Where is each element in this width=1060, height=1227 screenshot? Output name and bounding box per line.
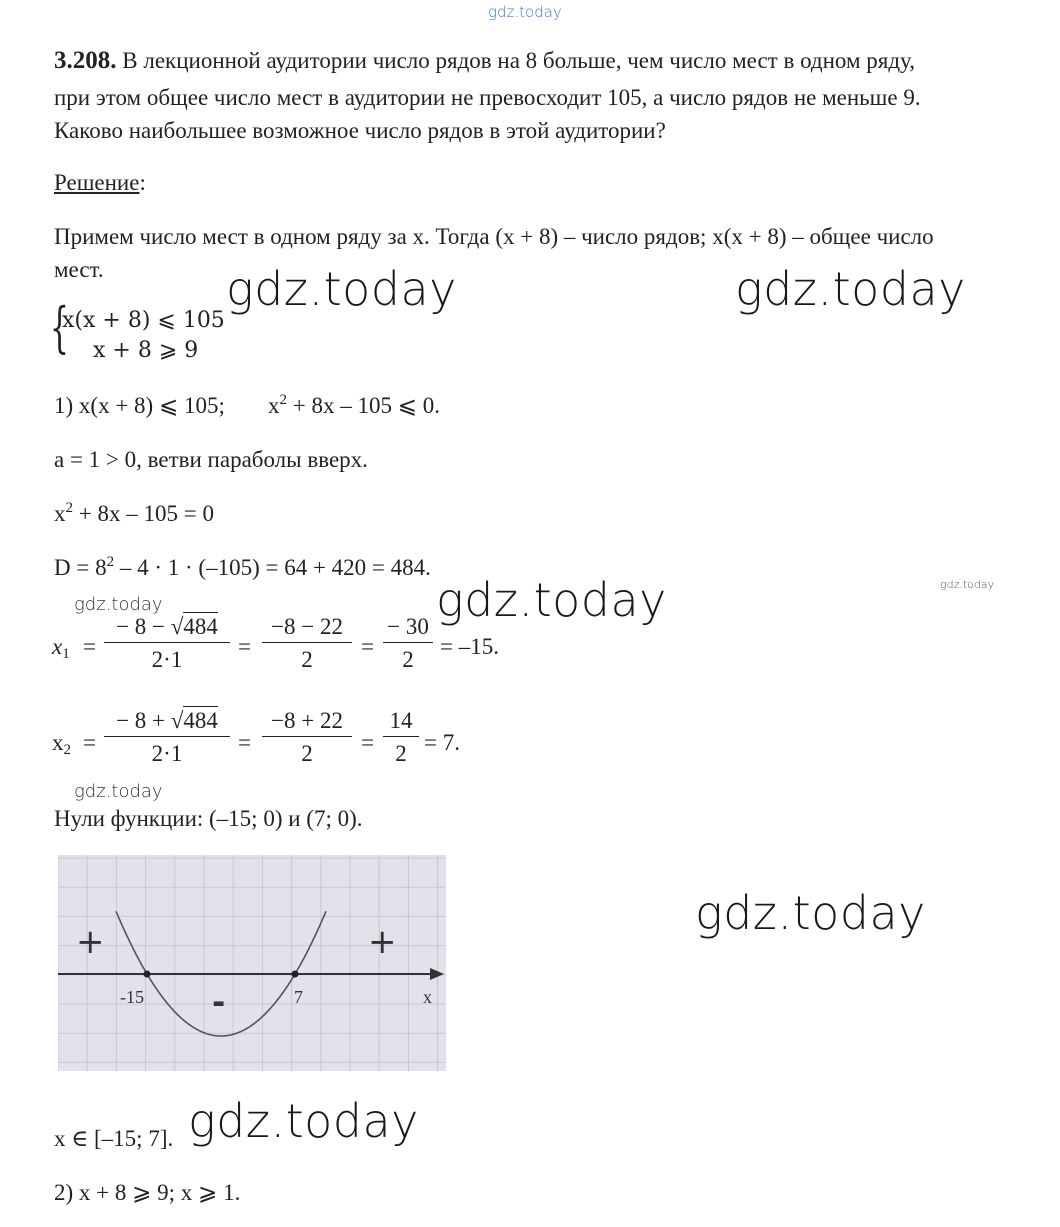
x1-label: $x_1$ <box>52 634 70 662</box>
system-equation-1: x(x + 8) ⩽ 105 <box>62 308 225 333</box>
watermark-tiny: gdz.today <box>940 578 995 591</box>
equals-sign: = <box>238 730 251 755</box>
problem-line-3: Каково наибольшее возможное число рядов в этой аудитории? <box>54 118 666 143</box>
parabola-graph <box>58 855 446 1071</box>
watermark: gdz.today <box>735 262 966 316</box>
problem-text: В лекционной аудитории число рядов на 8 больше, чем число мест в одном ряду, <box>122 48 916 73</box>
solution-interval: х ∈ [–15; 7]. <box>54 1126 174 1151</box>
root-point-right <box>292 971 299 978</box>
intro-line-1: Примем число мест в одном ряду за х. Тогда (х + 8) – число рядов; х(х + 8) – общее число <box>54 224 934 249</box>
step1-inequality: 1) х(х + 8) ⩽ 105; <box>54 393 225 418</box>
x1-fraction-1: $\frac{- 8 - √484}{2\cdot 1}$ <box>104 614 230 673</box>
root-label-left: -15 <box>120 987 144 1007</box>
watermark: gdz.today <box>436 573 667 627</box>
intro-line-2: мест. <box>54 257 104 282</box>
watermark: gdz.today <box>226 262 457 316</box>
equals-sign: = <box>83 730 96 755</box>
system-brace: { <box>50 296 69 359</box>
equals-sign: = <box>83 634 96 659</box>
equals-sign: = <box>361 730 374 755</box>
x2-fraction-2: $\frac{-8 + 22}{2}$ <box>262 708 352 767</box>
x2-fraction-3: $\frac{14}{2}$ <box>383 708 419 767</box>
coefficient-line: а = 1 > 0, ветви параболы вверх. <box>54 447 368 472</box>
watermark-small: gdz.today <box>74 594 163 615</box>
step2-inequality: 2) х + 8 ⩾ 9; х ⩾ 1. <box>54 1180 241 1205</box>
grid <box>58 855 446 1071</box>
watermark-top: gdz.today <box>488 3 562 21</box>
system-equation-2: x + 8 ⩾ 9 <box>93 338 199 363</box>
equals-sign: = <box>361 634 374 659</box>
root-label-right: 7 <box>294 987 303 1007</box>
plus-sign-left: + <box>76 922 105 962</box>
x2-label: $x_2$ <box>52 730 71 758</box>
x1-fraction-2: $\frac{-8 - 22}{2}$ <box>262 614 352 673</box>
x2-fraction-1: $\frac{- 8 + √484}{2\cdot 1}$ <box>104 708 230 767</box>
minus-sign: - <box>212 983 226 1021</box>
watermark: gdz.today <box>188 1094 419 1148</box>
watermark: gdz.today <box>695 886 926 940</box>
x1-result: = –15. <box>440 634 499 659</box>
step1-quadratic: $х^2 + 8х - 105$ ⩽ 0. <box>268 392 440 418</box>
solution-heading: Решение: <box>54 170 146 195</box>
axis-label: x <box>423 987 432 1007</box>
x2-result: = 7. <box>424 730 460 755</box>
problem-number: 3.208. <box>54 47 117 74</box>
problem-line-1 <box>54 44 915 77</box>
function-zeros: Нули функции: (–15; 0) и (7; 0). <box>54 806 363 831</box>
equals-sign: = <box>238 634 251 659</box>
discriminant: $D = 8^2 - 4 \cdot 1 \cdot (-105) = 64 + 420 = 484$. <box>54 554 431 580</box>
plus-sign-right: + <box>368 922 397 962</box>
watermark-small: gdz.today <box>74 781 163 802</box>
x1-fraction-3: $\frac{- 30}{2}$ <box>383 614 433 673</box>
quadratic-equation: $х^2 + 8х - 105 = 0$ <box>54 500 214 526</box>
problem-line-2: при этом общее число мест в аудитории не превосходит 105, а число рядов не меньше 9. <box>54 85 921 110</box>
root-point-left <box>144 971 151 978</box>
